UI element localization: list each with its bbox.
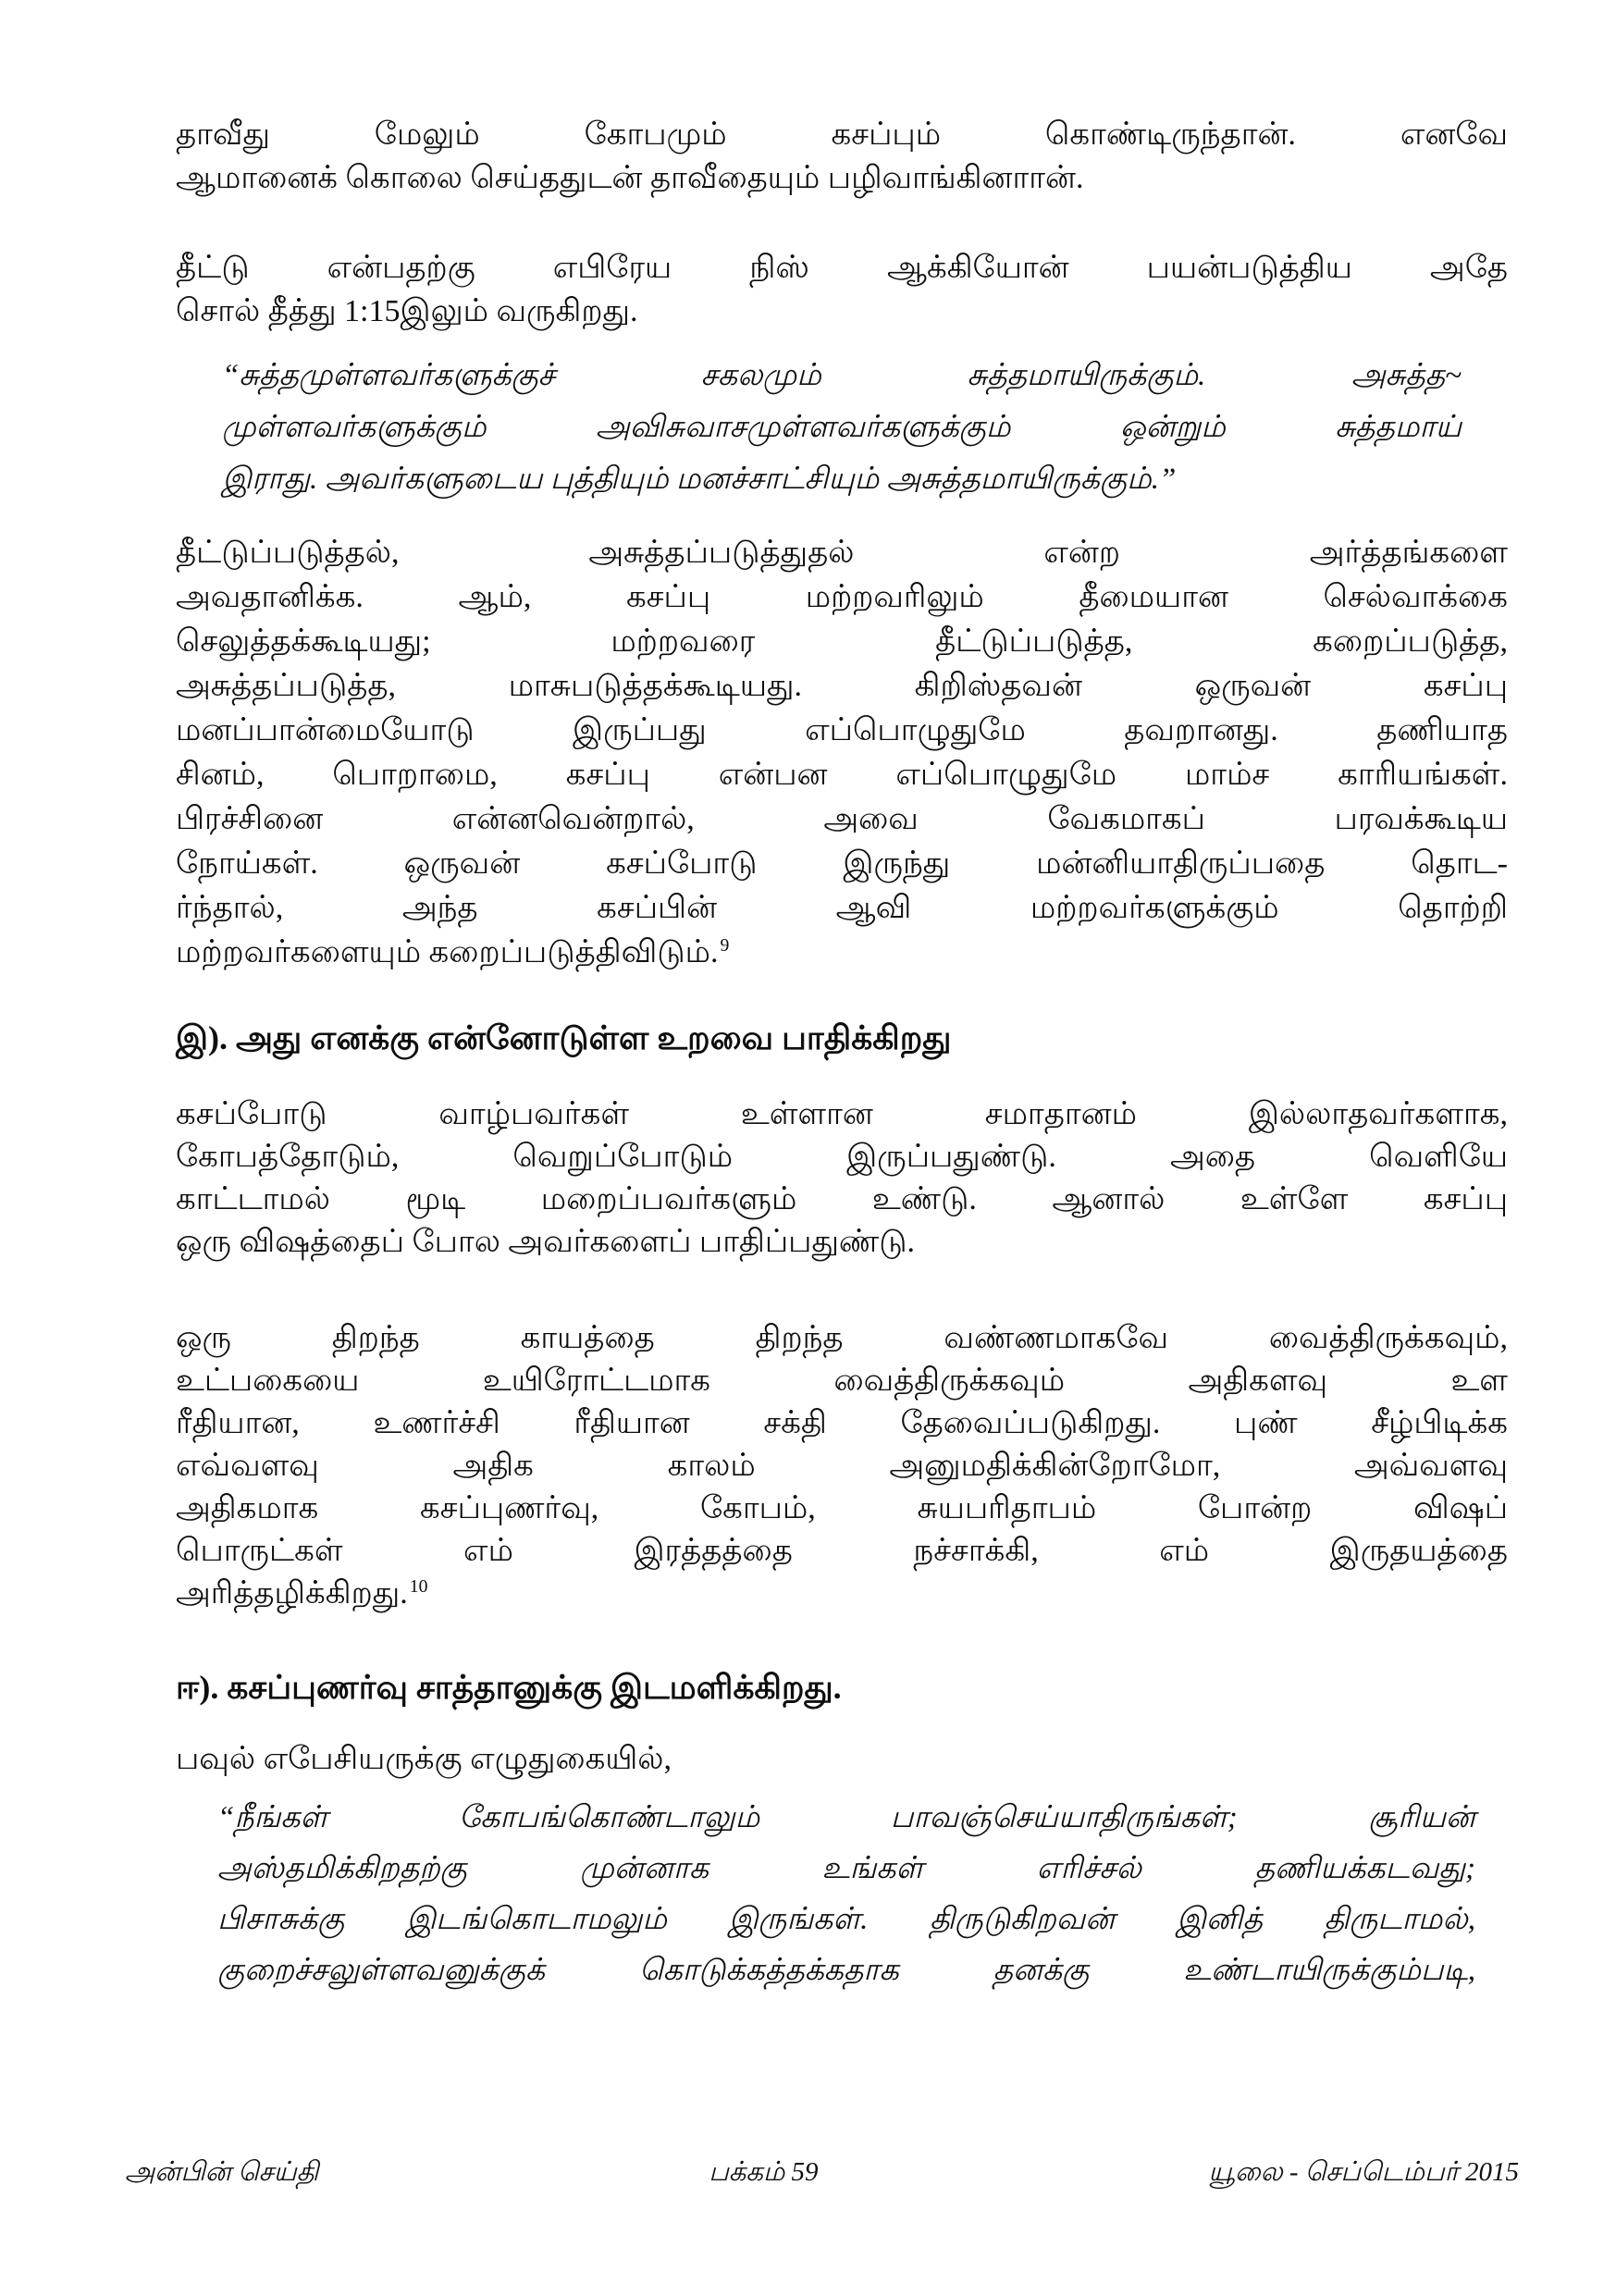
- section-heading-satan-foothold: ஈ). கசப்புணர்வு சாத்தானுக்கு இடமளிக்கிறது.: [176, 1669, 842, 1706]
- text-line: பிரச்சினை என்னவென்றால், அவை வேகமாகப் பரவக்கூடிய: [176, 802, 1508, 836]
- text-line: சினம், பொறாமை, கசப்பு என்பன எப்பொழுதுமே மாம்ச காரியங்கள்.: [176, 758, 1508, 792]
- footer-page-number: பக்கம் 59: [709, 2157, 819, 2187]
- text-line: அதிகமாக கசப்புணர்வு, கோபம், சுயபரிதாபம் போன்ற விஷப்: [176, 1491, 1508, 1525]
- text-line: [176, 931, 1508, 975]
- text-line: கோபத்தோடும், வெறுப்போடும் இருப்பதுண்டு. அதை வெளியே: [176, 1140, 1508, 1174]
- scripture-quote-titus: [222, 350, 1462, 505]
- text-line: சொல் தீத்து 1:15இலும் வருகிறது.: [176, 294, 638, 328]
- quote-line: அஸ்தமிக்கிறதற்கு முன்னாக உங்கள் எரிச்சல் தணியக்கடவது;: [217, 1852, 1475, 1885]
- footnote-marker-9: 9: [720, 934, 730, 956]
- quote-line: பிசாசுக்கு இடங்கொடாமலும் இருங்கள். திருடுகிறவன் இனித் திருடாமல்,: [217, 1903, 1475, 1936]
- paragraph-inner-poison: [176, 1093, 1508, 1264]
- text-line: கசப்போடு வாழ்பவர்கள் உள்ளான சமாதானம் இல்லாதவர்களாக,: [176, 1097, 1508, 1131]
- quote-line: குறைச்சலுள்ளவனுக்குக் கொடுக்கத்தக்கதாக தனக்கு உண்டாயிருக்கும்படி,: [217, 1954, 1475, 1987]
- quote-line: “நீங்கள் கோபங்கொண்டாலும் பாவஞ்செய்யாதிருங்கள்; சூரியன்: [217, 1801, 1475, 1834]
- text-segment: மற்றவர்களையும் கறைப்படுத்திவிடும்.: [176, 935, 719, 969]
- text-line: காட்டாமல் மூடி மறைப்பவர்களும் உண்டு. ஆனால் உள்ளே கசப்பு: [176, 1182, 1508, 1216]
- page-footer: [125, 2155, 1519, 2189]
- paragraph-david-anger: [176, 113, 1508, 200]
- quote-line: முள்ளவர்களுக்கும் அவிசுவாசமுள்ளவர்களுக்கும் ஒன்றும் சுத்தமாய்: [222, 411, 1462, 444]
- text-line: எவ்வளவு அதிக காலம் அனுமதிக்கின்றோமோ, அவ்வளவு: [176, 1449, 1508, 1483]
- paragraph-defile-word: [176, 246, 1508, 333]
- text-line: [176, 1573, 1508, 1615]
- text-line: அசுத்தப்படுத்த, மாசுபடுத்தக்கூடியது. கிறிஸ்தவன் ஒருவன் கசப்பு: [176, 669, 1508, 703]
- text-line: அவதானிக்க. ஆம், கசப்பு மற்றவரிலும் தீமையான செல்வாக்கை: [176, 580, 1508, 614]
- footnote-marker-10: 10: [409, 1575, 428, 1597]
- text-line: ர்ந்தால், அந்த கசப்பின் ஆவி மற்றவர்களுக்கும் தொற்றி: [176, 891, 1508, 925]
- intro-line-paul-ephesians: பவுல் எபேசியருக்கு எழுதுகையில்,: [176, 1742, 672, 1776]
- paragraph-bitterness-spreads: [176, 531, 1508, 975]
- text-line: தாவீது மேலும் கோபமும் கசப்பும் கொண்டிருந்தான். எனவே: [176, 117, 1508, 152]
- footer-journal-name: அன்பின் செய்தி: [125, 2157, 319, 2187]
- text-line: மனப்பான்மையோடு இருப்பது எப்பொழுதுமே தவறானது. தணியாத: [176, 713, 1508, 747]
- text-line: ஆமானைக் கொலை செய்ததுடன் தாவீதையும் பழிவாங்கினாான்.: [176, 161, 1084, 195]
- text-line: நோய்கள். ஒருவன் கசப்போடு இருந்து மன்னியாதிருப்பதை தொட-: [176, 846, 1508, 881]
- text-line: ஒரு விஷத்தைப் போல அவர்களைப் பாதிப்பதுண்டு.: [176, 1225, 916, 1259]
- text-line: ரீதியான, உணர்ச்சி ரீதியான சக்தி தேவைப்படுகிறது. புண் சீழ்பிடிக்க: [176, 1406, 1508, 1440]
- text-segment: அரித்தழிக்கிறது.: [176, 1576, 408, 1611]
- text-line: பொருட்கள் எம் இரத்தத்தை நச்சாக்கி, எம் இருதயத்தை: [176, 1534, 1508, 1568]
- paragraph-open-wound: [176, 1317, 1508, 1615]
- text-line: ஒரு திறந்த காயத்தை திறந்த வண்ணமாகவே வைத்திருக்கவும்,: [176, 1321, 1508, 1355]
- text-line: தீட்டுப்படுத்தல், அசுத்தப்படுத்துதல் என்ற அர்த்தங்களை: [176, 536, 1508, 570]
- text-line: தீட்டு என்பதற்கு எபிரேய நிஸ் ஆக்கியோன் பயன்படுத்திய அதே: [176, 251, 1508, 285]
- scripture-quote-ephesians: [217, 1793, 1475, 1996]
- text-line: உட்பகையை உயிரோட்டமாக வைத்திருக்கவும் அதிகளவு உள: [176, 1364, 1508, 1398]
- quote-line: “சுத்தமுள்ளவர்களுக்குச் சகலமும் சுத்தமாயிருக்கும். அசுத்த~: [222, 359, 1462, 392]
- text-line: செலுத்தக்கூடியது; மற்றவரை தீட்டுப்படுத்த, கறைப்படுத்த,: [176, 624, 1508, 659]
- quote-line: இராது. அவர்களுடைய புத்தியும் மனச்சாட்சியும் அசுத்தமாயிருக்கும்.”: [222, 463, 1177, 496]
- section-heading-relationship: இ). அது எனக்கு என்னோடுள்ள உறவை பாதிக்கிறது: [176, 1019, 952, 1056]
- footer-issue-date: யூலை - செப்டெம்பர் 2015: [1208, 2157, 1519, 2187]
